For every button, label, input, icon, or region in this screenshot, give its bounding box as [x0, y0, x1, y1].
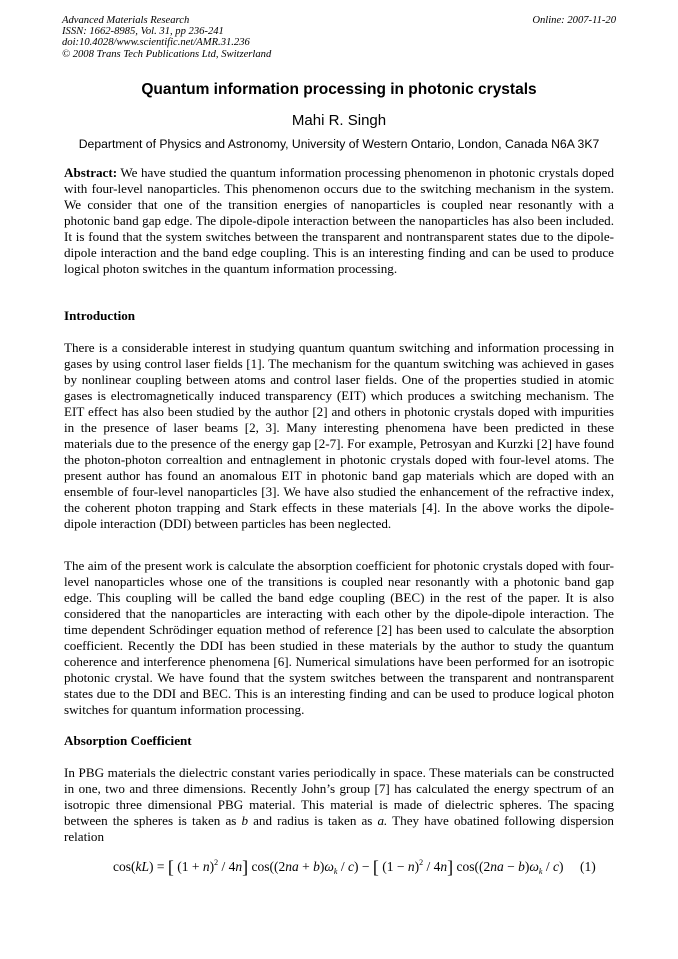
- eq-var: c: [552, 859, 559, 874]
- eq-exponent: 2: [214, 858, 219, 867]
- paper-title: Quantum information processing in photonic crystals: [141, 81, 537, 98]
- eq-var: n: [202, 859, 210, 874]
- online-date: Online: 2007-11-20: [532, 15, 616, 26]
- eq-part: ): [414, 859, 420, 874]
- var-a: a.: [377, 813, 388, 828]
- eq-bracket: [: [167, 857, 174, 877]
- eq-part: ): [558, 859, 564, 874]
- doi-line: doi:10.4028/www.scientific.net/AMR.31.236: [62, 37, 250, 49]
- eq-part: ): [209, 859, 215, 874]
- absorption-text-1: In PBG materials the dielectric constant varies periodically in space. These materials can be constructed in one, two and three dimensions. Recently John’s group [7] has calculated the energy spectrum of an isotropic three dimensional PBG material. This material is made of dielectric spheres. The spacing between the spheres is taken as: [64, 765, 614, 828]
- eq-part: cos((2: [453, 859, 491, 874]
- eq-var: na: [490, 859, 504, 874]
- eq-var: b: [313, 859, 320, 874]
- eq-var: kL: [135, 859, 149, 874]
- eq-var: b: [518, 859, 525, 874]
- dispersion-equation: [113, 857, 563, 877]
- eq-var: ω: [324, 859, 334, 874]
- eq-part: ): [524, 859, 530, 874]
- equation-number: (1): [580, 859, 596, 874]
- eq-var: n: [407, 859, 415, 874]
- eq-exponent: 2: [419, 858, 424, 867]
- issn-line: ISSN: 1662-8985, Vol. 31, pp 236-241: [62, 26, 224, 38]
- journal-name: Advanced Materials Research: [62, 15, 190, 26]
- section-heading-absorption: Absorption Coefficient: [64, 733, 192, 748]
- absorption-text-2: and radius is taken as: [248, 813, 378, 828]
- author-affiliation: Department of Physics and Astronomy, University of Western Ontario, London, Canada N6A 3K7: [78, 137, 600, 151]
- intro-paragraph-2: The aim of the present work is calculate the absorption coefficient for photonic crystals doped with four-level nanoparticles whose one of the transitions is coupled near resonantly with a photonic band gap edge. This coupling will be called the band edge coupling (BEC) in the rest of the paper. It is also considered that the nanoparticles are interacting with each other by the dipole-dipole interaction. The time dependent Schrödinger equation method of reference [2] has been used to calculate the absorption coefficient. Recently the DDI has been studied in these materials by the author to study the quantum coherence and interference phenomena [6]. Numerical simulations have been performed for an isotropic photonic crystal. We have found that the system switches between the transparent and nontransparent states due to the DDI and BEC. This is an interesting finding and can be used to produce logical photon switches for quantum information processing.: [64, 558, 614, 717]
- eq-part: cos((2: [248, 859, 286, 874]
- eq-var: ω: [529, 859, 539, 874]
- eq-part: ): [353, 859, 359, 874]
- author-name: Mahi R. Singh: [291, 112, 387, 129]
- section-heading-introduction: Introduction: [64, 308, 136, 323]
- eq-bracket: ]: [447, 857, 454, 877]
- abstract-text: We have studied the quantum information processing phenomenon in photonic crystals doped with four-level nanoparticles. This phenomenon occurs due to the switching mechanism in the system. We consider that one of the transition energies of nanoparticles is coupled near resonantly with a photonic band gap edge. The dipole-dipole interaction between the nanoparticles has also been included. It is found that the system switches between the transparent and nontransparent states due to the dipole-dipole interaction and the band edge coupling. This is an interesting finding and can be used to produce logical photon switches in the quantum information processing.: [64, 165, 614, 276]
- eq-var: n: [440, 859, 448, 874]
- eq-part: cos(: [113, 859, 136, 874]
- journal-header: [62, 15, 271, 60]
- copyright-line: © 2008 Trans Tech Publications Ltd, Switzerland: [62, 48, 272, 60]
- eq-part: (1 −: [378, 859, 408, 874]
- eq-part: ): [319, 859, 325, 874]
- eq-bracket: ]: [242, 857, 249, 877]
- eq-part: /: [542, 859, 553, 874]
- intro-paragraph-1: There is a considerable interest in studying quantum quantum switching and information processing in gases by using control laser fields [1]. The mechanism for the quantum switching was achieved in gases by nonlinear coupling between atoms and control laser fields. One of the properties studied in atomic gases is electromagnetically induced transparency (EIT) which produces a switching mechanism. The EIT effect has also been studied by the author [2] and others in photonic crystals doped with impurities in the presence of laser beams [2, 3]. Many interesting phenomena have been predicted in these materials due to the presence of the energy gap [2-7]. For example, Petrosyan and Kurzki [2] have found the photon-photon correaltion and entnaglement in photonic crystals doped with four-level atoms. The present author has found an anomalous EIT in photonic band gap materials which are doped with an ensemble of four-level nanoparticles [3]. We have also studied the enhancement of the refractive index, the coherent photon trapping and Stark effects in these materials [4]. In the above works the dipole-dipole interaction (DDI) between particles has been neglected.: [64, 340, 614, 531]
- eq-var: n: [235, 859, 243, 874]
- absorption-paragraph: [64, 765, 614, 845]
- eq-part: / 4: [423, 859, 441, 874]
- eq-part: /: [337, 859, 348, 874]
- absorption-text-3: They have obatined following dispersion relation: [64, 813, 614, 844]
- eq-part: +: [298, 859, 314, 874]
- eq-var: na: [285, 859, 299, 874]
- eq-subscript: k: [333, 867, 338, 876]
- eq-part: −: [358, 859, 373, 874]
- eq-part: (1 +: [173, 859, 203, 874]
- var-b: b: [241, 813, 248, 828]
- abstract: [64, 165, 614, 277]
- eq-bracket: [: [372, 857, 379, 877]
- eq-part: −: [503, 859, 519, 874]
- eq-var: c: [347, 859, 354, 874]
- eq-part: ) =: [149, 859, 168, 874]
- eq-part: / 4: [218, 859, 236, 874]
- abstract-label: Abstract:: [64, 165, 118, 180]
- eq-subscript: k: [538, 867, 543, 876]
